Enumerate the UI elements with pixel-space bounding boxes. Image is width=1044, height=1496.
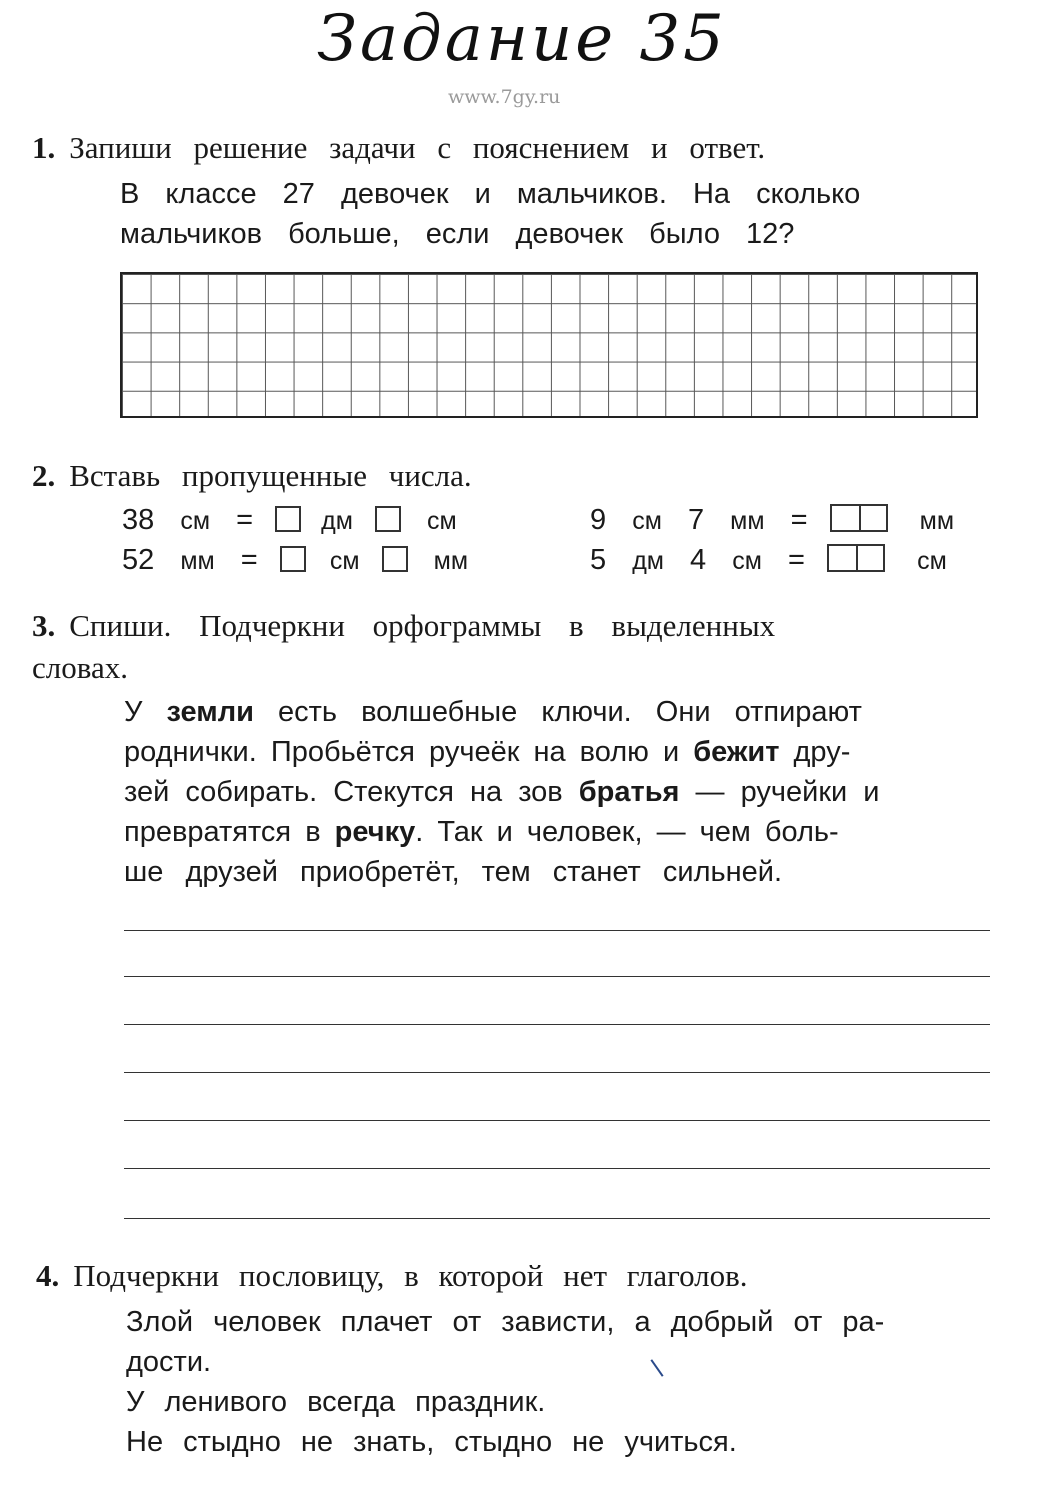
value: 4 (690, 544, 707, 576)
highlighted-word: братья (578, 776, 680, 808)
writing-line[interactable] (124, 1218, 990, 1219)
unit: см (180, 507, 211, 535)
text: зей собирать. Стекутся на зов (124, 776, 579, 808)
unit: см (917, 547, 947, 575)
conversion-row-1-left (122, 504, 457, 537)
answer-box-double[interactable] (827, 544, 885, 572)
equals-sign: = (790, 504, 808, 536)
conversion-row-2-right (590, 544, 947, 577)
text-line-4 (124, 816, 839, 849)
task2-instruction-line (32, 458, 472, 494)
writing-line[interactable] (124, 1072, 990, 1073)
unit: дм (321, 507, 353, 535)
task1-instruction: Запиши решение задачи с пояснением и ответ. (69, 130, 766, 165)
unit: дм (632, 547, 664, 575)
writing-line[interactable] (124, 930, 990, 931)
proverb-2[interactable]: У ленивого всегда праздник. (126, 1386, 546, 1418)
text-line-3 (124, 776, 879, 809)
task3-instruction-line1 (32, 608, 775, 644)
unit: мм (919, 507, 955, 535)
text: . Так и человек, — чем боль- (415, 816, 839, 848)
unit: см (329, 547, 360, 575)
unit: см (732, 547, 762, 575)
task4-instruction: Подчеркни пословицу, в которой нет глаголов. (73, 1258, 748, 1293)
task1-problem-line1: В классе 27 девочек и мальчиков. На сколько (120, 178, 861, 210)
answer-grid[interactable] (120, 272, 978, 418)
highlighted-word: речку (334, 816, 416, 848)
watermark: www.7gy.ru (448, 86, 561, 108)
proverb-1-line1[interactable]: Злой человек плачет от зависти, а добрый от ра- (126, 1306, 885, 1338)
task4-instruction-line (36, 1258, 748, 1294)
value: 38 (122, 504, 155, 536)
text: роднички. Пробьётся ручеёк на волю и (124, 736, 694, 768)
task1-problem-line2: мальчиков больше, если девочек было 12? (120, 218, 795, 250)
answer-box[interactable] (275, 506, 301, 532)
proverb-3[interactable]: Не стыдно не знать, стыдно не учиться. (126, 1426, 737, 1458)
unit: см (632, 507, 662, 535)
task3-instruction-line2: словах. (32, 650, 128, 685)
task2-number: 2. (32, 458, 56, 493)
text-line-2 (124, 736, 850, 769)
value: 52 (122, 544, 155, 576)
unit: мм (180, 547, 215, 575)
text-line-5: ше друзей приобретёт, тем станет сильней. (124, 856, 783, 888)
conversion-row-1-right (590, 504, 954, 537)
writing-line[interactable] (124, 1168, 990, 1169)
answer-box[interactable] (280, 546, 306, 572)
unit: мм (730, 507, 765, 535)
unit: мм (433, 547, 469, 575)
pen-mark (650, 1359, 663, 1377)
equals-sign: = (236, 504, 254, 536)
text: — ручейки и (679, 776, 880, 808)
writing-line[interactable] (124, 1120, 990, 1121)
value: 7 (687, 504, 705, 536)
task3-instruction: Спиши. Подчеркни орфограммы в выделенных (69, 608, 776, 643)
answer-box-double[interactable] (830, 504, 888, 532)
conversion-row-2-left (122, 544, 468, 577)
equals-sign: = (788, 544, 805, 576)
highlighted-word: земли (166, 696, 254, 728)
text: У (124, 696, 167, 728)
proverb-1-line2[interactable]: дости. (126, 1346, 212, 1378)
text: превратятся в (124, 816, 335, 848)
text-line-1 (124, 696, 862, 729)
text: есть волшебные ключи. Они отпирают (253, 696, 862, 728)
equals-sign: = (240, 544, 258, 576)
unit: см (427, 507, 457, 535)
answer-box[interactable] (375, 506, 401, 532)
text: дру- (779, 736, 851, 768)
task1-number: 1. (32, 130, 56, 165)
answer-box[interactable] (382, 546, 408, 572)
task3-number: 3. (32, 608, 56, 643)
task1-instruction-line (32, 130, 765, 166)
value: 5 (590, 544, 607, 576)
writing-line[interactable] (124, 976, 990, 977)
page-title: Задание 35 (317, 2, 727, 76)
highlighted-word: бежит (693, 736, 780, 768)
writing-line[interactable] (124, 1024, 990, 1025)
value: 9 (590, 504, 607, 536)
task2-instruction: Вставь пропущенные числа. (69, 458, 472, 493)
task4-number: 4. (36, 1258, 60, 1293)
